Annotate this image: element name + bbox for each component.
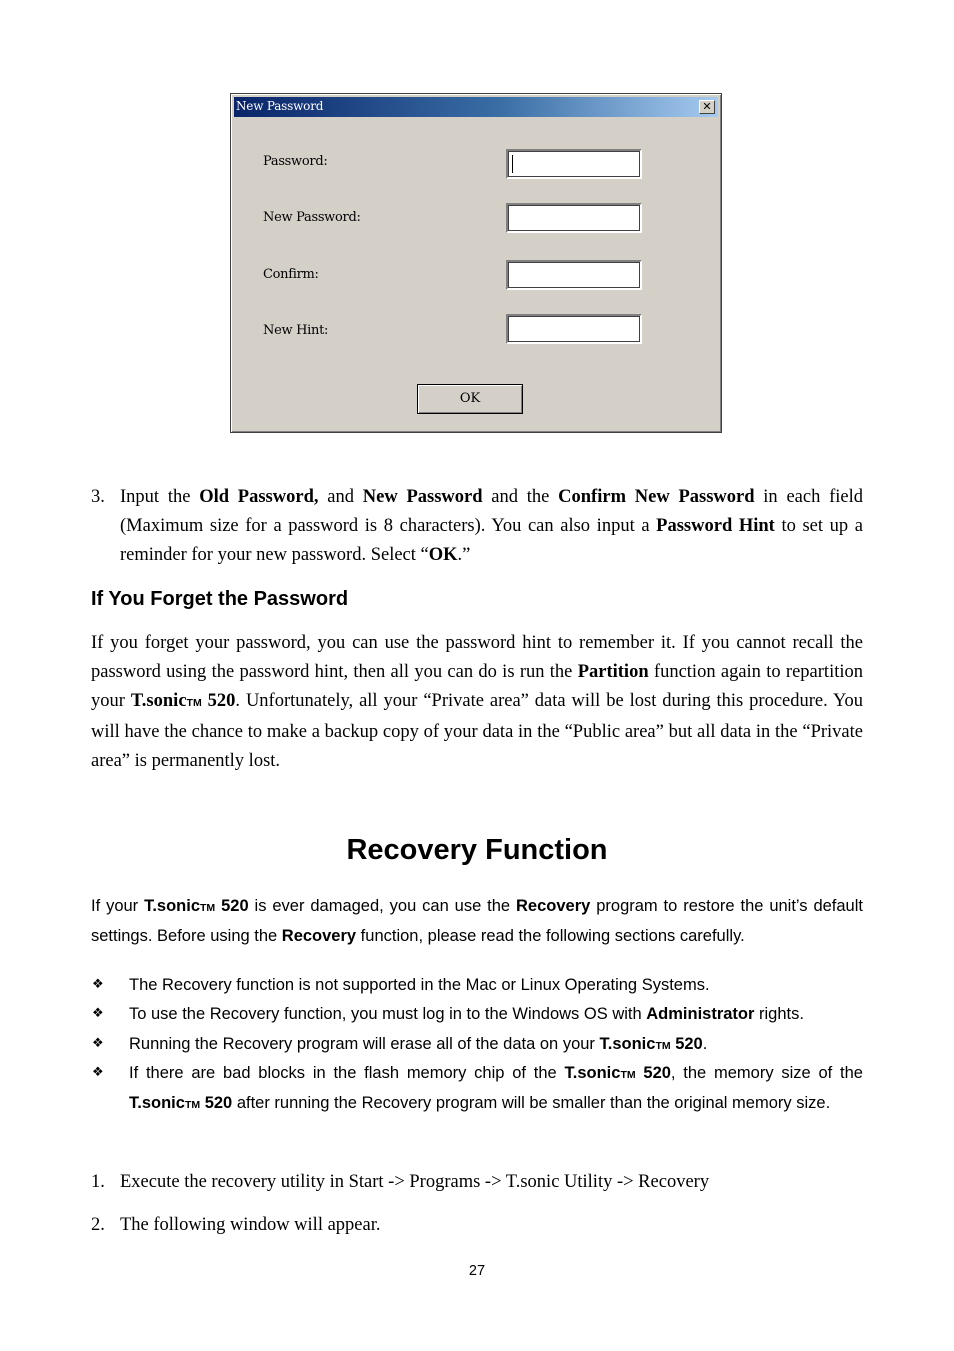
password-label: Password: <box>263 154 328 169</box>
step-3-number: 3. <box>91 487 105 507</box>
bullet-item: The Recovery function is not supported in the Mac or Linux Operating Systems. <box>129 976 710 994</box>
diamond-bullet-icon: ❖ <box>92 977 104 992</box>
step-2-number: 2. <box>91 1215 105 1235</box>
recovery-function-heading: Recovery Function <box>346 834 608 866</box>
step-1-text: Execute the recovery utility in Start -> Programs -> T.sonic Utility -> Recovery <box>120 1172 710 1192</box>
recovery-intro-paragraph: If your T.sonicTM 520 is ever damaged, you can use the Recovery program to restore the unit’s default settings. Before using the Recovery function, please read the following sections carefully. <box>91 897 863 945</box>
bullet-item: If there are bad blocks in the flash memory chip of the T.sonicTM 520, the memory size of the T.sonicTM 520 after running the Recovery program will be smaller than the original memory size. <box>129 1064 863 1112</box>
ok-button[interactable]: OK <box>417 384 523 414</box>
new-password-dialog <box>230 93 722 433</box>
diamond-bullet-icon: ❖ <box>92 1036 104 1051</box>
password-input[interactable] <box>506 149 642 179</box>
step-2-text: The following window will appear. <box>120 1215 381 1235</box>
dialog-titlebar <box>234 97 718 117</box>
diamond-bullet-icon: ❖ <box>92 1006 104 1021</box>
close-button[interactable] <box>699 100 715 114</box>
forget-password-heading: If You Forget the Password <box>91 588 349 610</box>
new-hint-input[interactable] <box>506 314 642 344</box>
bullet-item: Running the Recovery program will erase all of the data on your T.sonicTM 520. <box>129 1035 708 1053</box>
dialog-title: New Password <box>236 99 324 113</box>
new-password-input[interactable] <box>506 203 642 233</box>
step-3-text: Input the Old Password, and New Password and the Confirm New Password in each field (Maximum size for a password is 8 characters). You can also input a Password Hint to set up a reminder for your new password. Select “OK.” <box>120 487 864 565</box>
text-caret <box>512 155 513 173</box>
step-1-number: 1. <box>91 1172 105 1192</box>
confirm-label: Confirm: <box>263 267 319 282</box>
page-number: 27 <box>468 1263 486 1279</box>
bullet-item: To use the Recovery function, you must log in to the Windows OS with Administrator rights. <box>129 1005 804 1023</box>
close-icon: ✕ <box>702 100 712 113</box>
diamond-bullet-icon: ❖ <box>92 1065 104 1080</box>
confirm-input[interactable] <box>506 260 642 290</box>
new-password-label: New Password: <box>263 210 361 225</box>
new-hint-label: New Hint: <box>263 323 329 338</box>
forget-password-paragraph: If you forget your password, you can use the password hint to remember it. If you cannot recall the password using the password hint, then all you can do is run the Partition function again to repartition your T.sonicTM 520. Unfortunately, all your “Private area” data will be lost during this procedure. You will have the chance to make a backup copy of your data in the “Public area” but all data in the “Private area” is permanently lost. <box>91 633 863 771</box>
